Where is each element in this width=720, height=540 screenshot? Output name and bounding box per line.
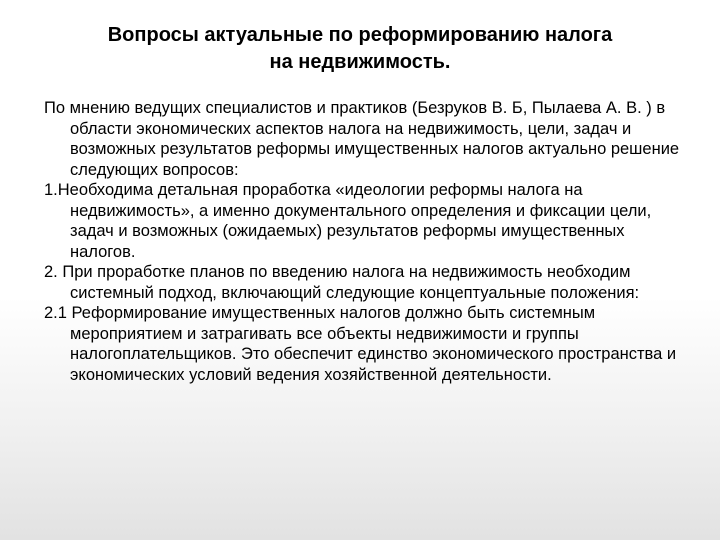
title-line-1: Вопросы актуальные по реформированию налога (107, 24, 613, 46)
point-2-1-paragraph: 2.1 Реформирование имущественных налогов должно быть системным мероприятием и затрагивать все объекты недвижимости и группы налогоплательщиков. Это обеспечит единство экономического пространства и экономических условий ведения хозяйственной деятельности. (44, 304, 677, 384)
intro-paragraph: По мнению ведущих специалистов и практиков (Безруков В. Б, Пылаева А. В. ) в области экономических аспектов налога на недвижимость, цели, задач и возможных результатов реформы имущественных налогов актуально решение следующих вопросов: (44, 99, 680, 179)
slide-body (44, 98, 684, 385)
title-line-2: на недвижимость. (269, 51, 451, 73)
point-2-paragraph: 2. При проработке планов по введению налога на недвижимость необходим системный подход, включающий следующие концептуальные положения: (44, 263, 640, 302)
point-1-paragraph: 1.Необходима детальная проработка «идеологии реформы налога на недвижимость», а именно документального определения и фиксации цели, задач и возможных (ожидаемых) результатов реформы имущественных налогов. (44, 181, 652, 261)
slide-title (40, 22, 680, 76)
